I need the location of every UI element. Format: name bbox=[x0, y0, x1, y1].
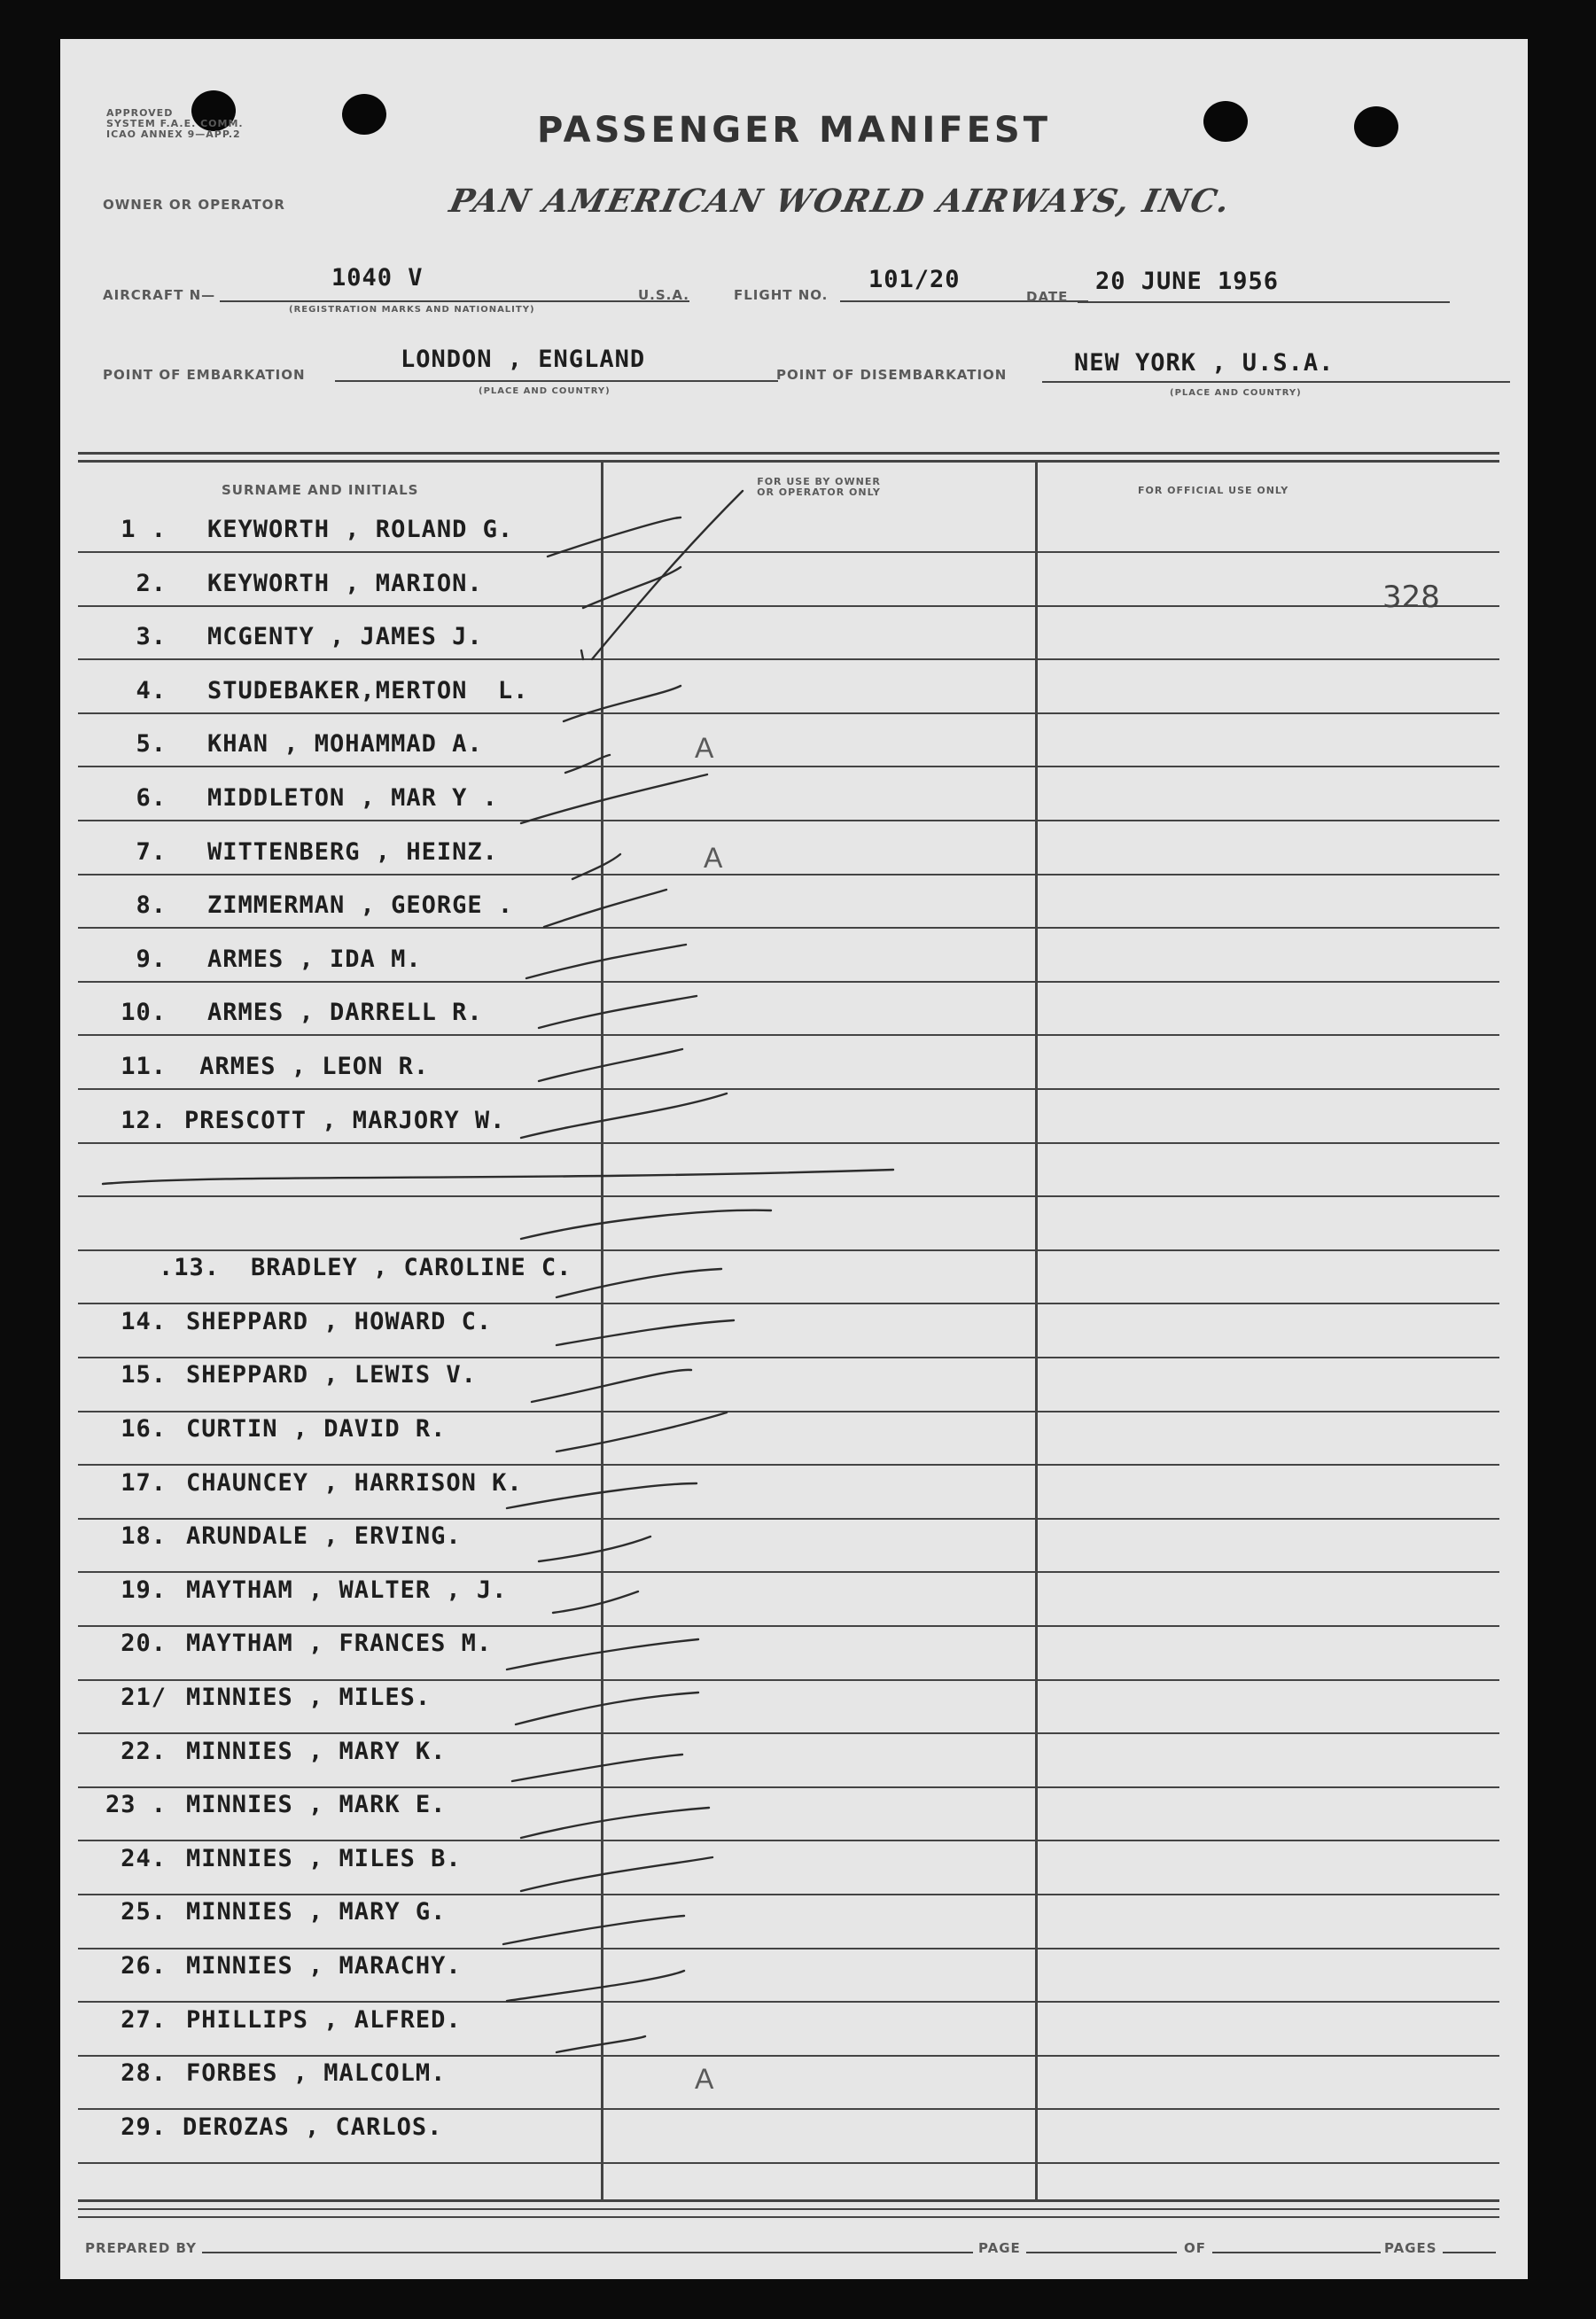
manifest-sheet bbox=[60, 39, 1528, 2279]
passenger-number: 16. bbox=[121, 1415, 167, 1444]
passenger-name: PHILLIPS , ALFRED. bbox=[186, 2005, 462, 2034]
passenger-number: 3. bbox=[136, 623, 167, 651]
flight-label: FLIGHT NO. bbox=[734, 287, 829, 303]
passenger-number: 21/ bbox=[121, 1684, 167, 1712]
official-note: 328 bbox=[1382, 580, 1440, 615]
passenger-name: ARMES , IDA M. bbox=[207, 945, 422, 973]
passenger-name: MINNIES , MARY K. bbox=[186, 1737, 447, 1765]
passenger-name: CURTIN , DAVID R. bbox=[186, 1415, 447, 1444]
passenger-name: DEROZAS , CARLOS. bbox=[183, 2113, 443, 2141]
passenger-name: MINNIES , MARK E. bbox=[186, 1791, 447, 1819]
passenger-name: SHEPPARD , HOWARD C. bbox=[186, 1307, 493, 1335]
of-label: OF bbox=[1184, 2240, 1206, 2256]
stamp-mark: A bbox=[695, 2063, 714, 2095]
passenger-number: 4. bbox=[136, 676, 167, 704]
passenger-name: MAYTHAM , WALTER , J. bbox=[186, 1576, 508, 1604]
passenger-name: ARMES , DARRELL R. bbox=[207, 999, 483, 1027]
passenger-number: 7. bbox=[136, 837, 167, 866]
handwritten-check-marks bbox=[60, 39, 1528, 2279]
embark-sub: (PLACE AND COUNTRY) bbox=[479, 386, 611, 396]
passenger-name: KEYWORTH , MARION. bbox=[207, 569, 483, 597]
page-label: PAGE bbox=[978, 2240, 1021, 2256]
passenger-number: 12. bbox=[121, 1106, 167, 1134]
disembark-value: NEW YORK , U.S.A. bbox=[1074, 349, 1335, 377]
passenger-name: ARUNDALE , ERVING. bbox=[186, 1522, 462, 1551]
passenger-name: BRADLEY , CAROLINE C. bbox=[251, 1254, 572, 1282]
passenger-number: 29. bbox=[121, 2113, 167, 2141]
passenger-number: 5. bbox=[136, 730, 167, 759]
passenger-name: MINNIES , MILES B. bbox=[186, 1844, 462, 1872]
passenger-number: .13. bbox=[158, 1254, 220, 1282]
passenger-number: 10. bbox=[121, 999, 167, 1027]
passenger-name: MAYTHAM , FRANCES M. bbox=[186, 1630, 493, 1658]
passenger-number: 23 . bbox=[105, 1791, 167, 1819]
pages-label: PAGES bbox=[1384, 2240, 1437, 2256]
passenger-number: 17. bbox=[121, 1468, 167, 1497]
passenger-name: STUDEBAKER,MERTON L. bbox=[207, 676, 529, 704]
passenger-number: 26. bbox=[121, 1952, 167, 1980]
passenger-number: 20. bbox=[121, 1630, 167, 1658]
passenger-name: MINNIES , MILES. bbox=[186, 1684, 432, 1712]
passenger-name: MINNIES , MARY G. bbox=[186, 1898, 447, 1926]
passenger-number: 19. bbox=[121, 1576, 167, 1604]
passenger-number: 11. bbox=[121, 1053, 167, 1080]
column-header-owner-use-line: OR OPERATOR ONLY bbox=[757, 486, 881, 498]
passenger-name: ARMES , LEON R. bbox=[184, 1053, 430, 1080]
passenger-number: 27. bbox=[121, 2005, 167, 2034]
prepared-by-label: PREPARED BY bbox=[85, 2240, 197, 2256]
date-value: 20 JUNE 1956 bbox=[1095, 268, 1280, 295]
passenger-number: 22. bbox=[121, 1737, 167, 1765]
passenger-number: 18. bbox=[121, 1522, 167, 1551]
column-header-owner-use-line: FOR USE BY OWNER bbox=[757, 476, 881, 487]
passenger-name: MCGENTY , JAMES J. bbox=[207, 623, 483, 651]
owner-value: PAN AMERICAN WORLD AIRWAYS, INC. bbox=[446, 183, 1235, 220]
passenger-name: WITTENBERG , HEINZ. bbox=[207, 837, 498, 866]
passenger-number: 6. bbox=[136, 784, 167, 812]
embark-label: POINT OF EMBARKATION bbox=[103, 367, 306, 383]
passenger-name: MINNIES , MARACHY. bbox=[186, 1952, 462, 1980]
passenger-name: KEYWORTH , ROLAND G. bbox=[207, 516, 514, 543]
passenger-name: CHAUNCEY , HARRISON K. bbox=[186, 1468, 523, 1497]
passenger-name: SHEPPARD , LEWIS V. bbox=[186, 1361, 477, 1389]
column-header-official-use: FOR OFFICIAL USE ONLY bbox=[1138, 485, 1289, 496]
approval-line: APPROVED bbox=[106, 107, 174, 119]
flight-value: 101/20 bbox=[868, 266, 961, 293]
passenger-number: 8. bbox=[136, 891, 167, 920]
passenger-number: 1 . bbox=[121, 516, 167, 543]
passenger-number: 9. bbox=[136, 945, 167, 973]
passenger-name: PRESCOTT , MARJORY W. bbox=[184, 1106, 506, 1134]
passenger-number: 25. bbox=[121, 1898, 167, 1926]
passenger-number: 15. bbox=[121, 1361, 167, 1389]
owner-label: OWNER OR OPERATOR bbox=[103, 197, 285, 213]
approval-line: ICAO ANNEX 9—APP.2 bbox=[106, 128, 241, 140]
column-header-surname: SURNAME AND INITIALS bbox=[222, 482, 419, 498]
usa-label: U.S.A. bbox=[638, 287, 689, 303]
aircraft-value: 1040 V bbox=[331, 264, 424, 292]
approval-line: SYSTEM F.A.E. COMM. bbox=[106, 118, 244, 129]
aircraft-sub: (REGISTRATION MARKS AND NATIONALITY) bbox=[289, 305, 535, 315]
passenger-number: 14. bbox=[121, 1307, 167, 1335]
passenger-number: 24. bbox=[121, 1844, 167, 1872]
date-label: DATE bbox=[1026, 289, 1069, 305]
passenger-name: MIDDLETON , MAR Y . bbox=[207, 784, 498, 812]
disembark-sub: (PLACE AND COUNTRY) bbox=[1170, 388, 1302, 398]
disembark-label: POINT OF DISEMBARKATION bbox=[776, 367, 1008, 383]
page-title: PASSENGER MANIFEST bbox=[537, 110, 1051, 151]
stamp-mark: A bbox=[704, 842, 723, 874]
passenger-name: KHAN , MOHAMMAD A. bbox=[207, 730, 483, 759]
aircraft-label: AIRCRAFT N— bbox=[103, 287, 216, 303]
passenger-number: 28. bbox=[121, 2059, 167, 2088]
passenger-name: ZIMMERMAN , GEORGE . bbox=[207, 891, 514, 920]
stamp-mark: A bbox=[695, 732, 714, 764]
embark-value: LONDON , ENGLAND bbox=[401, 346, 646, 373]
passenger-number: 2. bbox=[136, 569, 167, 597]
passenger-name: FORBES , MALCOLM. bbox=[186, 2059, 447, 2088]
